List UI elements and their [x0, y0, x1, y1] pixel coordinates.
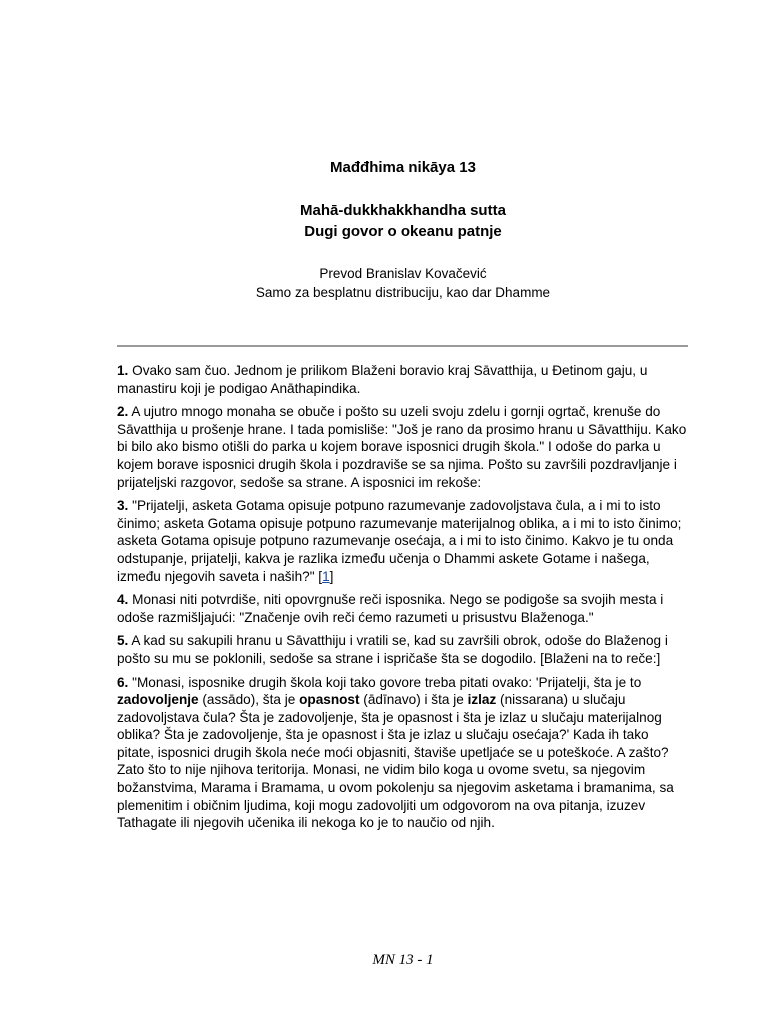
paragraph-text: Monasi niti potvrdiše, niti opovrgnuše reči isposnika. Nego se podigoše sa svojih mesta i odoše razmišljajući: "Značenje ovih reči ćemo razumeti u prisustvu Blaženoga."	[117, 592, 664, 625]
paragraph-text: "Monasi, isposnike drugih škola koji tako govore treba pitati ovako: 'Prijatelji, šta je to	[128, 674, 642, 690]
paragraph-number: 5.	[117, 633, 129, 649]
paragraph-number: 4.	[117, 592, 129, 608]
paragraph-3	[117, 497, 689, 585]
translator-line: Prevod Branislav Kovačević	[319, 266, 487, 281]
paragraph-number: 3.	[117, 498, 129, 514]
paragraph-text: (ādīnavo) i šta je	[359, 692, 468, 708]
horizontal-divider	[117, 345, 688, 347]
sutta-name: Mahā-dukkhakkhandha sutta	[300, 202, 506, 219]
sutta-subtitle: Dugi govor o okeanu patnje	[304, 223, 502, 240]
paragraph-number: 6.	[117, 674, 129, 690]
paragraph-number: 2.	[117, 404, 129, 420]
page-footer: MN 13 - 1	[372, 952, 434, 968]
paragraph-text: A kad su sakupili hranu u Sāvatthiju i vratili se, kad su završili obrok, odoše do Blaženog i pošto su mu se poklonili, sedoše sa strane i ispričaše šta se dogodilo. [Blaženi na to reče:]	[117, 633, 668, 666]
distribution-note: Samo za besplatnu distribuciju, kao dar Dhamme	[255, 285, 551, 300]
footnote-link[interactable]: 1	[322, 568, 330, 584]
document-title: Mađđhima nikāya 13	[330, 159, 476, 176]
paragraph-6	[117, 674, 689, 832]
paragraph-text: A ujutro mnogo monaha se obuče i pošto su uzeli svoju zdelu i gornji ogrtač, krenuše do Sāvatthija u prošenje hrane. I tada pomisliše: "Još je rano da prosimo hranu u Sāvatthiju. Kako bi bilo ako bismo otišli do parka u kojem borave isposnici drugih škola." I odoše do parka u kojem borave isposnici drugih škola i pozdraviše se sa njima. Pošto su završili pozdravljanje i prijateljski razgovor, sedoše sa strane. A isposnici im rekoše:	[117, 404, 687, 490]
paragraph-number: 1.	[117, 363, 129, 378]
paragraph-text: (nissarana) u slučaju zadovoljstava čula? Šta je zadovoljenje, šta je opasnost i šta je izlaz u slučaju materijalnog oblika? Šta je zadovoljenje, šta je opasnost i šta je izlaz u slučaju osećaja?' Kada ih tako pitate, isposnici drugih škola neće moći objasniti, štaviše upetljaće se u poteškoće. A zašto? Zato što to nije njihova teritorija. Monasi, ne vidim bilo koga u ovome svetu, sa njegovim božanstvima, Marama i Bramama, u ovom pokolenju sa njegovim asketama i bramanima, sa plemenitim i običnim ljudima, koji mogu zadovoljiti um odgovorom na ova pitanja, izuzev Tathagate ili njegovih učenika ili nekoga ko je to naučio od njih.	[117, 692, 674, 831]
paragraph-5	[117, 632, 689, 667]
term-izlaz: izlaz	[467, 692, 497, 708]
paragraph-text: Ovako sam čuo. Jednom je prilikom Blaženi boravio kraj Sāvatthija, u Đetinom gaju, u manastiru koji je podigao Anāthapindika.	[117, 363, 648, 396]
term-zadovoljenje: zadovoljenje	[117, 692, 199, 708]
paragraph-2	[117, 403, 689, 491]
term-opasnost: opasnost	[299, 692, 360, 708]
paragraph-text: "Prijatelji, asketa Gotama opisuje potpuno razumevanje zadovoljstava čula, a i mi to isto činimo; asketa Gotama opisuje potpuno razumevanje materijalnog oblika, a i mi to isto činimo; asketa Gotama opisuje potpuno razumevanje osećaja, a i mi to isto činimo. Kakvo je tu onda odstupanje, prijatelji, kakva je razlika između učenja o Dhammi askete Gotame i našega, između njegovih saveta i naših?" [	[117, 498, 682, 584]
paragraph-1	[117, 362, 689, 397]
paragraph-4	[117, 591, 689, 626]
document-body	[117, 362, 689, 838]
paragraph-text: (assādo), šta je	[198, 692, 300, 708]
footnote-close-bracket: ]	[329, 568, 334, 584]
